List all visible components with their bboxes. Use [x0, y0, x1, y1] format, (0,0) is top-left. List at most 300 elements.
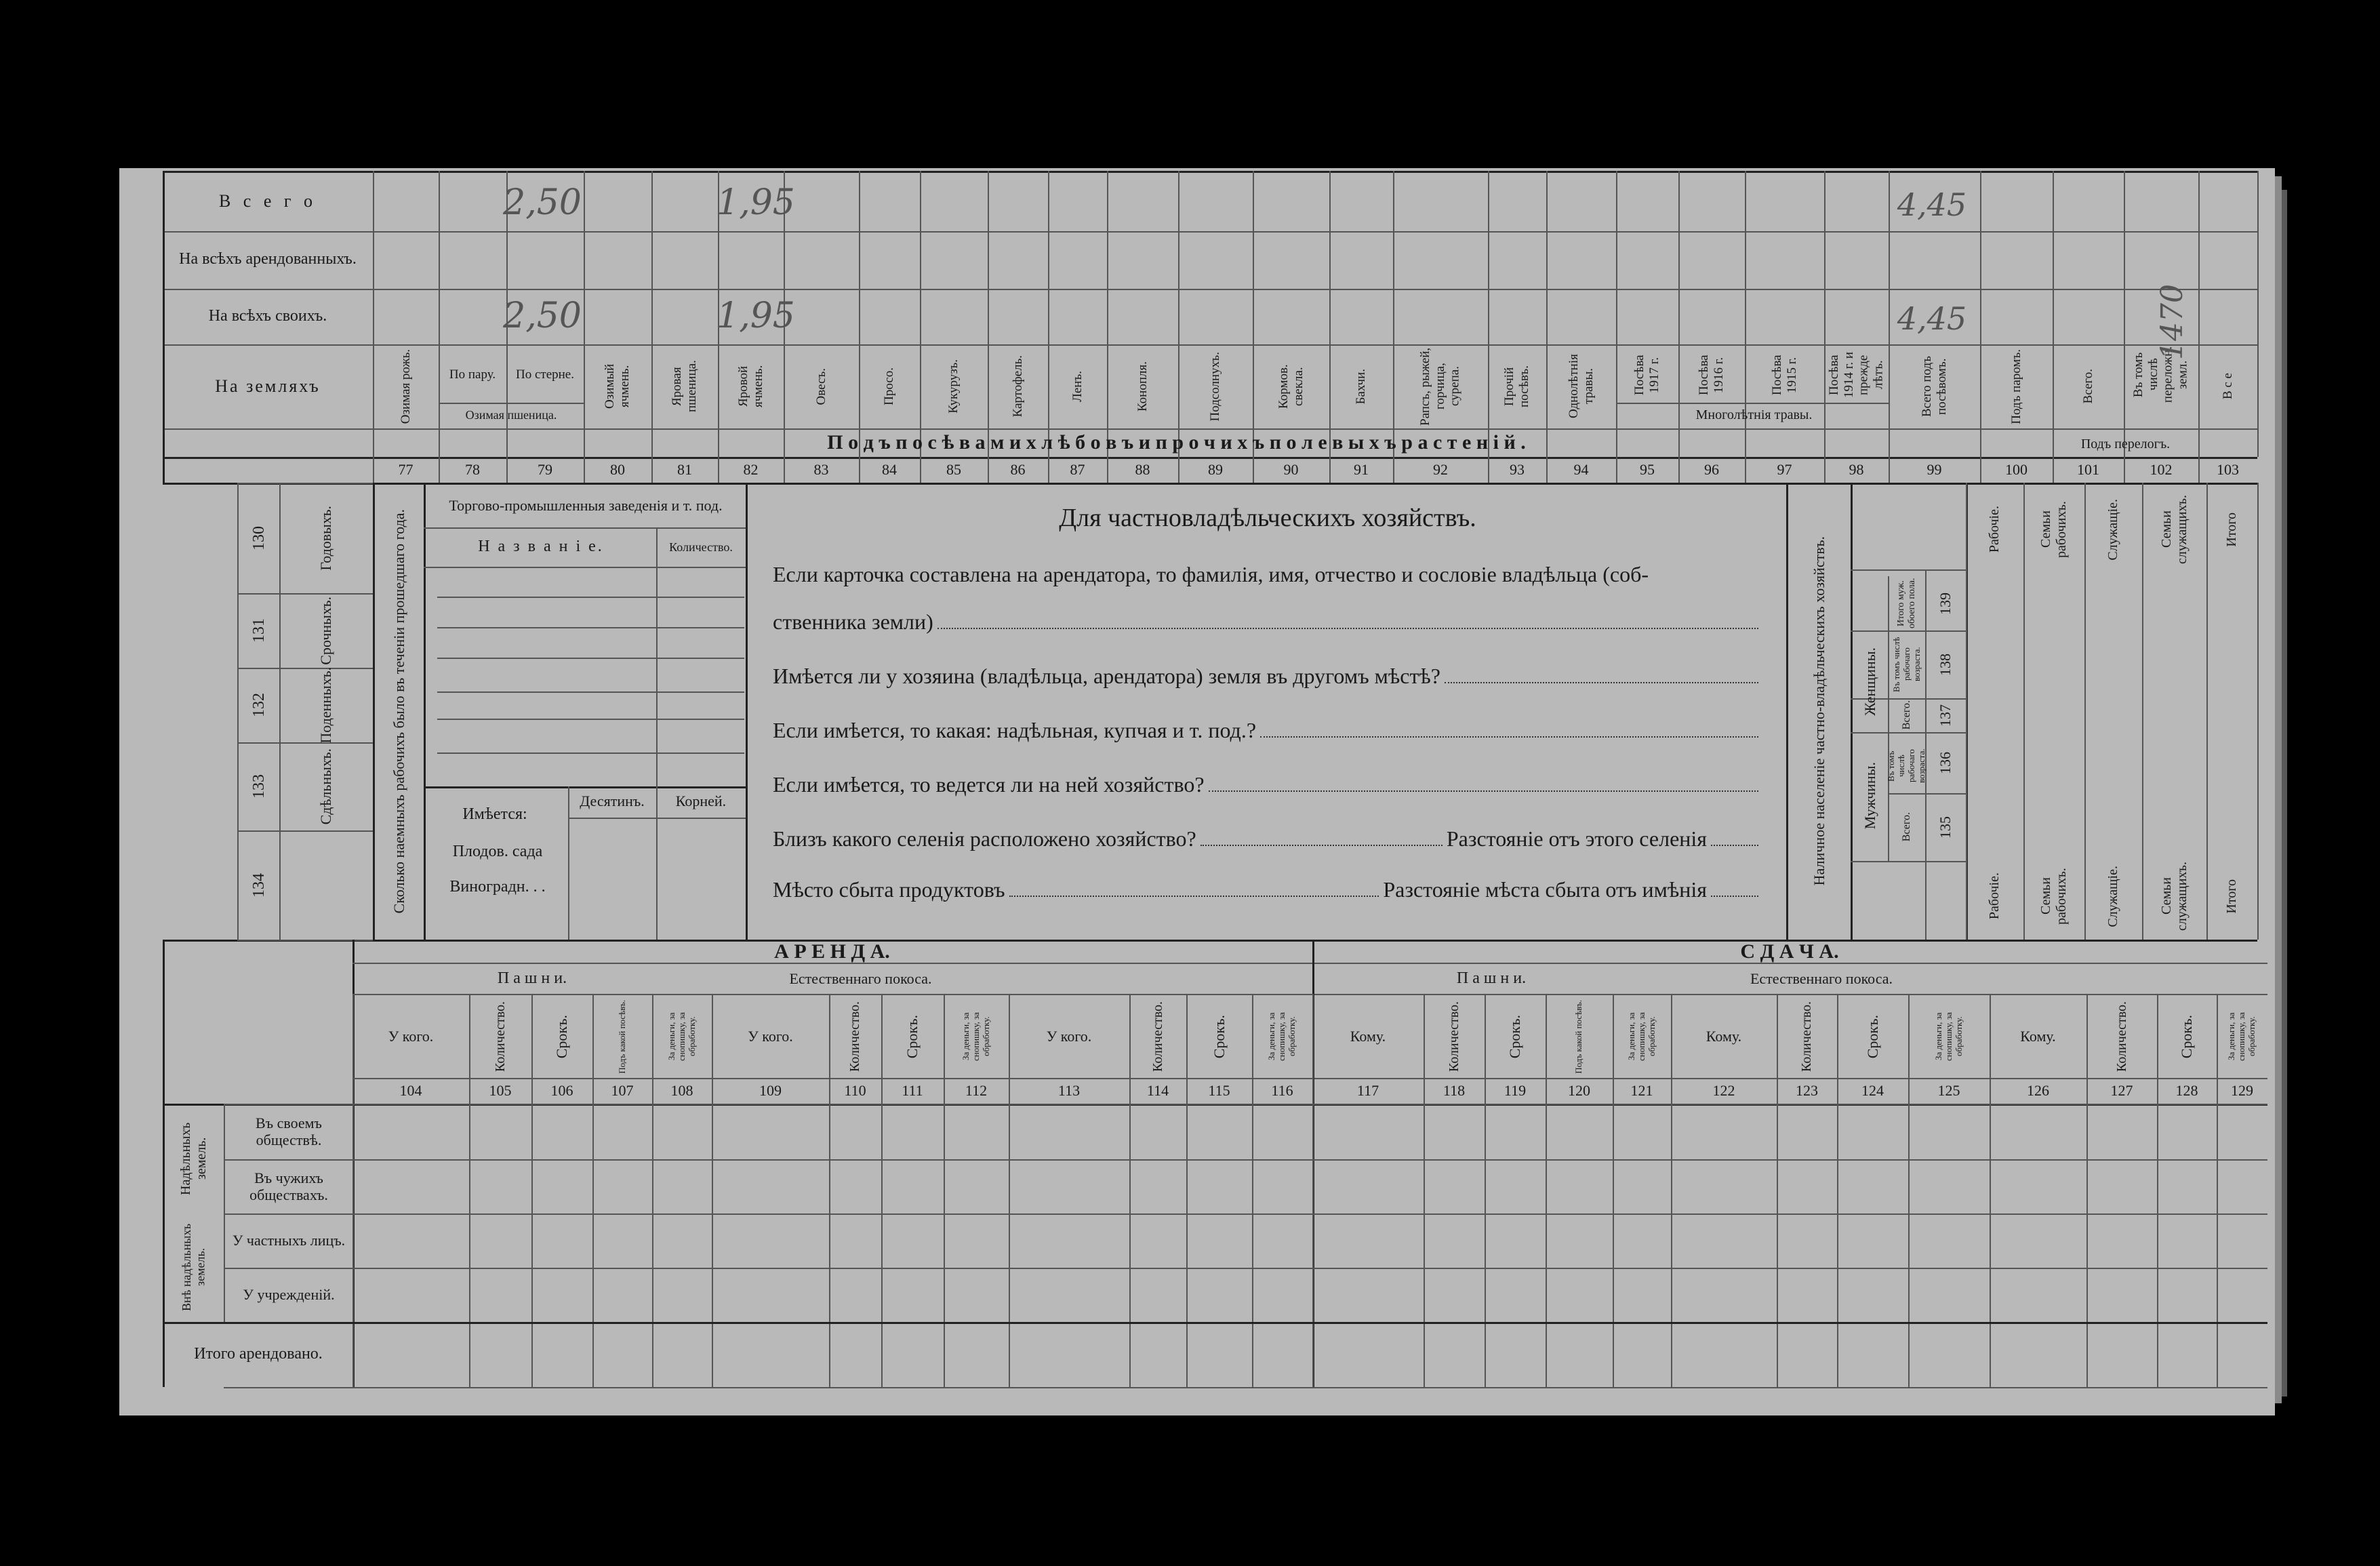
group-rule — [224, 1104, 225, 1322]
col-num-text: 97 — [1777, 461, 1792, 479]
crop-header — [1179, 347, 1251, 426]
crop-header-text: Всего подъ посѣвомъ. — [1919, 356, 1949, 417]
bot-col-num-text: 108 — [670, 1082, 693, 1100]
col-num — [920, 458, 988, 481]
bot-col-header-text: За деньги, за снопишку, за обработку. — [2226, 1012, 2257, 1061]
crop-header-text: Посѣва 1917 г. — [1632, 355, 1661, 395]
col-num-text: 85 — [946, 461, 961, 479]
bot-col-num-text: 106 — [550, 1082, 573, 1100]
bot-col-header-text: Количество. — [2114, 1001, 2129, 1072]
right-col-top — [2143, 485, 2205, 574]
bot-col-header-text: За деньги, за снопишку, за обработку. — [1933, 1012, 1964, 1061]
answer-line[interactable] — [1445, 681, 1758, 683]
right-col-rule — [2257, 483, 2259, 940]
bot-col-num — [2217, 1079, 2267, 1102]
answer-line[interactable] — [937, 627, 1758, 629]
crop-banner — [373, 430, 1980, 456]
hand-own-rye-text: 2,50 — [503, 296, 582, 337]
right-col-bottom — [1967, 854, 2022, 938]
sub-perennial-text: Многолѣтнія травы. — [1695, 407, 1813, 422]
give-meadow-text: Естественнаго покоса. — [1750, 970, 1893, 988]
bot-col-header-text: За деньги, за снопишку, за обработку. — [960, 1012, 991, 1061]
bot-col-header — [883, 997, 942, 1077]
col-num — [584, 458, 651, 481]
sub-fallow-text: Подъ перелогъ. — [2080, 436, 2171, 451]
crop-header-text: Озимая рожь. — [398, 348, 413, 424]
crop-header — [719, 347, 782, 426]
bot-col-num-text: 119 — [1504, 1082, 1527, 1100]
crop-header-text: Всего. — [2080, 369, 2095, 404]
bot-rule — [163, 940, 165, 1387]
trade-name-col-text: Н а з в а н і е. — [478, 538, 604, 556]
bot-col-num — [1990, 1079, 2086, 1102]
worker-num — [241, 596, 278, 665]
crop-header-text: Посѣва 1915 г. — [1769, 355, 1799, 395]
col-num — [988, 458, 1048, 481]
bot-row-label-text: Въ своемъ обществѣ. — [256, 1114, 322, 1148]
col-num-text: 100 — [2005, 461, 2028, 479]
col-num — [2053, 458, 2124, 481]
bot-col-header — [1188, 997, 1251, 1077]
mid-row-rule — [237, 830, 373, 832]
col-num — [2198, 458, 2257, 481]
sub-winter-wheat-text: Озимая пшеница. — [465, 407, 557, 422]
bot-col-header — [533, 997, 591, 1077]
crop-header-text: Прочій посѣвъ. — [1502, 365, 1531, 407]
pop-num-text: 139 — [1937, 592, 1954, 615]
hand-margin-note — [2145, 271, 2200, 373]
crop-header — [1049, 347, 1106, 426]
lease-heading-text: А Р Е Н Д А. — [774, 940, 890, 963]
bot-row-label — [227, 1270, 350, 1319]
right-col-bottom — [2025, 854, 2083, 938]
mid-rule — [424, 483, 426, 940]
crop-header — [1617, 347, 1677, 403]
bot-row-label — [227, 1106, 350, 1157]
crop-header-text: Подъ паромъ. — [2009, 348, 2023, 424]
col-num-text: 91 — [1354, 461, 1369, 479]
bot-col-header-text: Количество. — [1150, 1001, 1165, 1072]
bot-col-header — [1425, 997, 1483, 1077]
crop-header — [1394, 347, 1487, 426]
crop-header-text: Посѣва 1916 г. — [1697, 355, 1726, 395]
right-col-bottom-text: Служащіе. — [2105, 865, 2120, 927]
hand-total-barley — [712, 180, 800, 227]
right-col-top — [1967, 485, 2022, 574]
col-num-text: 92 — [1433, 461, 1448, 479]
form-question-text: Имѣется ли у хозяина (владѣльца, арендатора) земля въ другомъ мѣстѣ? — [773, 664, 1440, 688]
lease-meadow-text: Естественнаго покоса. — [789, 970, 932, 988]
crop-header — [1331, 347, 1392, 426]
col-num — [1329, 458, 1393, 481]
mid-rule — [237, 483, 239, 940]
col-num-text: 103 — [2217, 461, 2239, 479]
grand-total-label-text: Итого муж. обоего пола. — [1895, 578, 1917, 629]
bot-col-header — [1778, 997, 1836, 1077]
col-num-text: 87 — [1070, 461, 1085, 479]
worker-label — [281, 666, 371, 744]
pop-rule — [1851, 569, 1966, 571]
right-col-bottom-text: Семьи служащихъ. — [2158, 862, 2190, 931]
form-question-q1b — [773, 597, 1762, 635]
col-num-text: 89 — [1208, 461, 1223, 479]
hand-total-rye — [498, 180, 586, 227]
give-meadow — [1672, 965, 1971, 992]
bot-col-header-text: Срокъ. — [553, 1014, 571, 1059]
col-num-text: 98 — [1849, 461, 1864, 479]
hand-total-sum-text: 4,45 — [1897, 186, 1967, 223]
crop-header — [785, 347, 858, 426]
trade-header — [427, 485, 744, 526]
bot-col-header-text: Срокъ. — [904, 1014, 921, 1059]
crop-header-text: Яровая пшеница. — [670, 360, 699, 413]
row-lands-text: На земляхъ — [215, 376, 321, 397]
bot-col-header-text: За деньги, за снопишку, за обработку. — [666, 1012, 697, 1061]
answer-line[interactable] — [1711, 844, 1758, 846]
crop-header — [1826, 347, 1887, 403]
right-col-top-text: Семьи служащихъ. — [2158, 495, 2190, 564]
col-num — [506, 458, 584, 481]
lease-heading — [356, 941, 1308, 963]
lease-arable — [356, 965, 708, 992]
bot-col-header-text: У кого. — [1046, 1028, 1092, 1045]
worker-label — [281, 485, 371, 590]
col-num — [1393, 458, 1488, 481]
crop-header — [1981, 347, 2051, 426]
sheet-edge-shadow — [2282, 190, 2287, 1397]
mid-row-rule — [237, 593, 373, 595]
women-label — [1854, 630, 1887, 732]
form-question-text: Близъ какого селенія расположено хозяйство? — [773, 826, 1196, 851]
form-title — [749, 495, 1786, 542]
bot-col-num — [881, 1079, 944, 1102]
group-vne-nadel — [166, 1215, 222, 1319]
bot-col-num-text: 107 — [611, 1082, 634, 1100]
vineyard-label-text: Виноградн. . . — [449, 878, 546, 896]
give-arable-text: П а ш н и. — [1456, 969, 1527, 988]
men-working-label-text: Въ томъ числѣ рабочаго возраста. — [1886, 748, 1927, 784]
form-question-text: Разстояніе отъ этого селенія — [1446, 826, 1707, 851]
hand-own-barley — [712, 293, 800, 340]
bot-col-header — [470, 997, 530, 1077]
col-rule — [2257, 171, 2259, 457]
crop-header-text: В с е — [2220, 373, 2235, 400]
answer-line[interactable] — [1009, 895, 1379, 897]
crop-header-text: Ленъ. — [1070, 371, 1085, 402]
bot-col-header-text: Количество. — [847, 1001, 862, 1072]
trade-qty-col-text: Количество. — [669, 540, 733, 554]
hand-total-rye-text: 2,50 — [503, 182, 582, 224]
col-num — [2124, 458, 2198, 481]
crop-header-text: Озимый ячмень. — [603, 363, 632, 409]
bot-col-header-text: Кому. — [2020, 1028, 2056, 1045]
col-num — [1107, 458, 1178, 481]
bot-col-header — [594, 997, 651, 1077]
bot-col-header-text: Срокъ. — [2178, 1014, 2196, 1059]
bot-col-header — [653, 997, 710, 1077]
give-heading — [1315, 941, 2264, 963]
right-col-top-text: Рабочіе. — [1987, 506, 2002, 553]
roots-col-text: Корней. — [675, 792, 727, 810]
answer-line[interactable] — [1711, 895, 1758, 897]
crop-banner-text: П о д ъ п о с ѣ в а м и х л ѣ б о в ъ и п р о ч и х ъ п о л е в ы х ъ р а с т е н і й . — [827, 430, 1526, 454]
sub-perennial — [1616, 404, 1892, 426]
crop-header-text: По стерне. — [516, 367, 574, 382]
crop-header-text: Въ томъ числѣ переложн. земл. — [2131, 346, 2190, 403]
group-nadel — [166, 1106, 222, 1211]
worker-label — [281, 745, 371, 828]
bot-col-header-text: У кого. — [748, 1028, 793, 1045]
bot-col-num — [1671, 1079, 1777, 1102]
crop-header — [2200, 347, 2256, 426]
col-num — [1980, 458, 2053, 481]
mid-rule — [1851, 483, 1853, 940]
dotted-rule — [437, 691, 744, 693]
bot-row-label-text: У частныхъ лицъ. — [232, 1232, 346, 1249]
roots-col — [658, 788, 744, 815]
bot-col-num-text: 125 — [1937, 1082, 1960, 1100]
col-num — [784, 458, 859, 481]
col-num — [718, 458, 784, 481]
worker-num-text: 132 — [249, 693, 268, 717]
worker-label-text: Годовыхъ. — [317, 505, 335, 571]
bot-col-header — [1486, 997, 1544, 1077]
bot-col-header — [354, 997, 468, 1077]
mid-row-rule — [237, 668, 373, 669]
pop-num — [1927, 796, 1964, 858]
bot-col-num-text: 122 — [1712, 1082, 1735, 1100]
right-col-bottom-text: Рабочіе. — [1987, 872, 2002, 920]
dotted-rule — [437, 719, 744, 720]
crop-header — [1680, 347, 1743, 403]
row-own — [169, 290, 366, 343]
crop-header-text: Кукурузъ. — [946, 359, 961, 414]
worker-num — [241, 745, 278, 828]
population-label-text: Наличное населеніе частно-владѣльческихъ хозяйствъ. — [1811, 536, 1828, 886]
bot-col-header-text: Срокъ. — [1863, 1014, 1881, 1059]
women-label-text: Женщины. — [1861, 647, 1879, 716]
hand-own-rye — [498, 293, 586, 340]
col-num-text: 99 — [1927, 461, 1942, 479]
crop-header — [1548, 347, 1615, 426]
bot-row-label-text: Въ чужихъ обществахъ. — [249, 1169, 328, 1203]
right-col-top-text: Служащіе. — [2105, 498, 2120, 561]
right-col-top-text: Семьи рабочихъ. — [2038, 501, 2069, 558]
worker-num — [241, 485, 278, 590]
hand-total-barley-text: 1,95 — [717, 182, 795, 224]
bot-col-header — [2218, 997, 2266, 1077]
answer-line[interactable] — [1209, 790, 1758, 792]
bot-col-num-text: 118 — [1443, 1082, 1466, 1100]
have-label — [427, 788, 563, 842]
crop-header-text: По пару. — [449, 367, 496, 382]
bot-col-num — [829, 1079, 881, 1102]
col-num — [1178, 458, 1253, 481]
bot-col-num — [352, 1079, 469, 1102]
form-title-text: Для частновладѣльческихъ хозяйствъ. — [1059, 504, 1476, 533]
bot-col-header — [1010, 997, 1128, 1077]
pop-num — [1927, 579, 1964, 628]
sheet-edge — [2275, 176, 2282, 1403]
worker-label-text: Срочныхъ. — [317, 596, 335, 665]
bot-col-num-text: 129 — [2231, 1082, 2253, 1100]
men-total-label-text: Всего. — [1900, 812, 1912, 842]
form-question-q6 — [773, 864, 1762, 902]
col-num — [1889, 458, 1980, 481]
worker-num — [241, 670, 278, 740]
crop-header — [653, 347, 717, 426]
bot-col-num — [712, 1079, 829, 1102]
mid-rule — [279, 483, 281, 940]
trade-header-text: Торгово-промышленныя заведенія и т. под. — [449, 497, 723, 515]
bot-col-header-text: Количество. — [492, 1001, 508, 1072]
bot-row-total — [166, 1325, 350, 1384]
row-total-text: В с е г о — [218, 191, 317, 212]
give-heading-text: С Д А Ч А. — [1740, 940, 1839, 963]
form-question-text: ственника земли) — [773, 609, 933, 634]
bot-col-num — [592, 1079, 652, 1102]
form-question-q2 — [773, 651, 1762, 689]
mid-row-rule — [237, 483, 373, 484]
right-col-top — [2086, 485, 2141, 574]
bot-col-header-text: Срокъ. — [1210, 1014, 1228, 1059]
group-vne-nadel-text: Внѣ надѣльныхъ земель. — [180, 1223, 207, 1311]
pop-num — [1927, 633, 1964, 696]
col-num-text: 80 — [610, 461, 625, 479]
crop-header — [440, 347, 505, 403]
mid-rule — [373, 483, 375, 940]
bot-col-num-text: 109 — [759, 1082, 782, 1100]
form-question-q1a — [773, 549, 1762, 587]
bot-col-num-text: 105 — [489, 1082, 512, 1100]
bot-col-num — [1485, 1079, 1546, 1102]
crop-header — [585, 347, 650, 426]
col-num — [439, 458, 506, 481]
row-own-text: На всѣхъ своихъ. — [208, 307, 327, 325]
men-label — [1854, 732, 1887, 860]
col-num — [651, 458, 718, 481]
col-num-text: 93 — [1510, 461, 1525, 479]
col-num — [1678, 458, 1745, 481]
bot-col-header-text: У кого. — [388, 1028, 434, 1045]
hired-workers-label — [376, 485, 422, 937]
bot-col-num — [944, 1079, 1009, 1102]
row-rule — [163, 289, 2257, 290]
bot-col-header-text: Кому. — [1350, 1028, 1386, 1045]
population-label — [1790, 485, 1849, 937]
right-col-top-text: Итого — [2224, 512, 2239, 547]
bot-col-num-text: 127 — [2110, 1082, 2133, 1100]
pop-num — [1927, 701, 1964, 729]
hired-workers-label-text: Сколько наемныхъ рабочихъ было въ теченіи прошедшаго года. — [390, 508, 408, 914]
bot-col-header — [1253, 997, 1311, 1077]
bot-col-num — [531, 1079, 592, 1102]
crop-header — [989, 347, 1047, 426]
bot-col-num — [2157, 1079, 2217, 1102]
col-num-text: 96 — [1704, 461, 1719, 479]
col-num — [859, 458, 920, 481]
bot-col-header-text: Подъ какой посѣвъ. — [1573, 999, 1584, 1074]
bot-col-num — [1129, 1079, 1186, 1102]
col-num — [1745, 458, 1824, 481]
row-lands — [169, 346, 366, 427]
bot-row-rule — [224, 1104, 2267, 1105]
worker-num-text: 133 — [249, 774, 268, 799]
col-num — [1546, 458, 1616, 481]
bot-col-num-text: 113 — [1057, 1082, 1081, 1100]
bot-col-num-text: 120 — [1568, 1082, 1590, 1100]
have-rule — [568, 818, 746, 819]
col-num-text: 78 — [465, 461, 480, 479]
crop-header — [1254, 347, 1328, 426]
worker-num-text: 130 — [249, 525, 268, 550]
bot-col-num-text: 126 — [2027, 1082, 2049, 1100]
men-working-label — [1886, 739, 1927, 793]
bot-col-num — [1186, 1079, 1252, 1102]
crop-header — [1746, 347, 1823, 403]
sub-winter-wheat — [439, 404, 584, 426]
bot-col-header — [1838, 997, 1907, 1077]
row-leased-text: На всѣхъ арендованныхъ. — [179, 250, 357, 268]
sub-rule — [439, 403, 584, 404]
bot-row-rule — [163, 1322, 2267, 1324]
col-num — [1253, 458, 1329, 481]
bot-col-num — [1777, 1079, 1837, 1102]
bot-row-rule — [224, 1268, 2267, 1269]
col-num — [1488, 458, 1546, 481]
crop-header-text: Посѣва 1914 г. и прежде лѣтъ. — [1826, 351, 1886, 399]
bot-row-rule — [224, 1213, 2267, 1215]
lease-arable-text: П а ш н и. — [497, 969, 567, 988]
col-num — [373, 458, 439, 481]
trade-qty-col — [658, 530, 744, 564]
mid-row-rule — [237, 742, 373, 744]
bot-col-num — [1252, 1079, 1312, 1102]
orchard-label-text: Плодов. сада — [452, 843, 543, 861]
bot-col-num-text: 104 — [399, 1082, 422, 1100]
bot-col-num-text: 116 — [1271, 1082, 1293, 1100]
dotted-rule — [437, 752, 744, 754]
pop-num-text: 138 — [1937, 653, 1954, 676]
crop-header — [1489, 347, 1545, 426]
crop-header-text: Подсолнухъ. — [1208, 351, 1223, 422]
pop-rule — [1851, 861, 1966, 862]
women-working-label — [1890, 630, 1924, 698]
dotted-rule — [437, 658, 744, 659]
bot-col-num-text: 128 — [2175, 1082, 2198, 1100]
desyatin-col — [569, 788, 655, 815]
sub-rule — [1616, 403, 1889, 404]
form-question-text: Разстояніе мѣста сбыта отъ имѣнія — [1383, 877, 1707, 902]
bot-col-header — [830, 997, 880, 1077]
bot-col-header-text: Срокъ. — [1506, 1014, 1524, 1059]
women-working-label-text: Въ томъ числѣ рабочаго возраста. — [1891, 637, 1922, 692]
col-num — [1048, 458, 1107, 481]
bot-col-header — [1547, 997, 1611, 1077]
bot-col-num — [652, 1079, 712, 1102]
col-num-text: 83 — [813, 461, 829, 479]
pop-num-text: 135 — [1937, 816, 1954, 839]
answer-line[interactable] — [1201, 844, 1443, 846]
right-col-top — [2025, 485, 2083, 574]
trade-rule — [424, 567, 746, 568]
group-rule — [352, 994, 2267, 995]
hand-own-sum — [1895, 298, 1969, 339]
answer-line[interactable] — [1260, 736, 1758, 738]
crop-header — [1108, 347, 1177, 426]
group-nadel-text: Надѣльныхъ земель. — [178, 1122, 209, 1195]
crop-header-text: Конопля. — [1135, 361, 1150, 412]
